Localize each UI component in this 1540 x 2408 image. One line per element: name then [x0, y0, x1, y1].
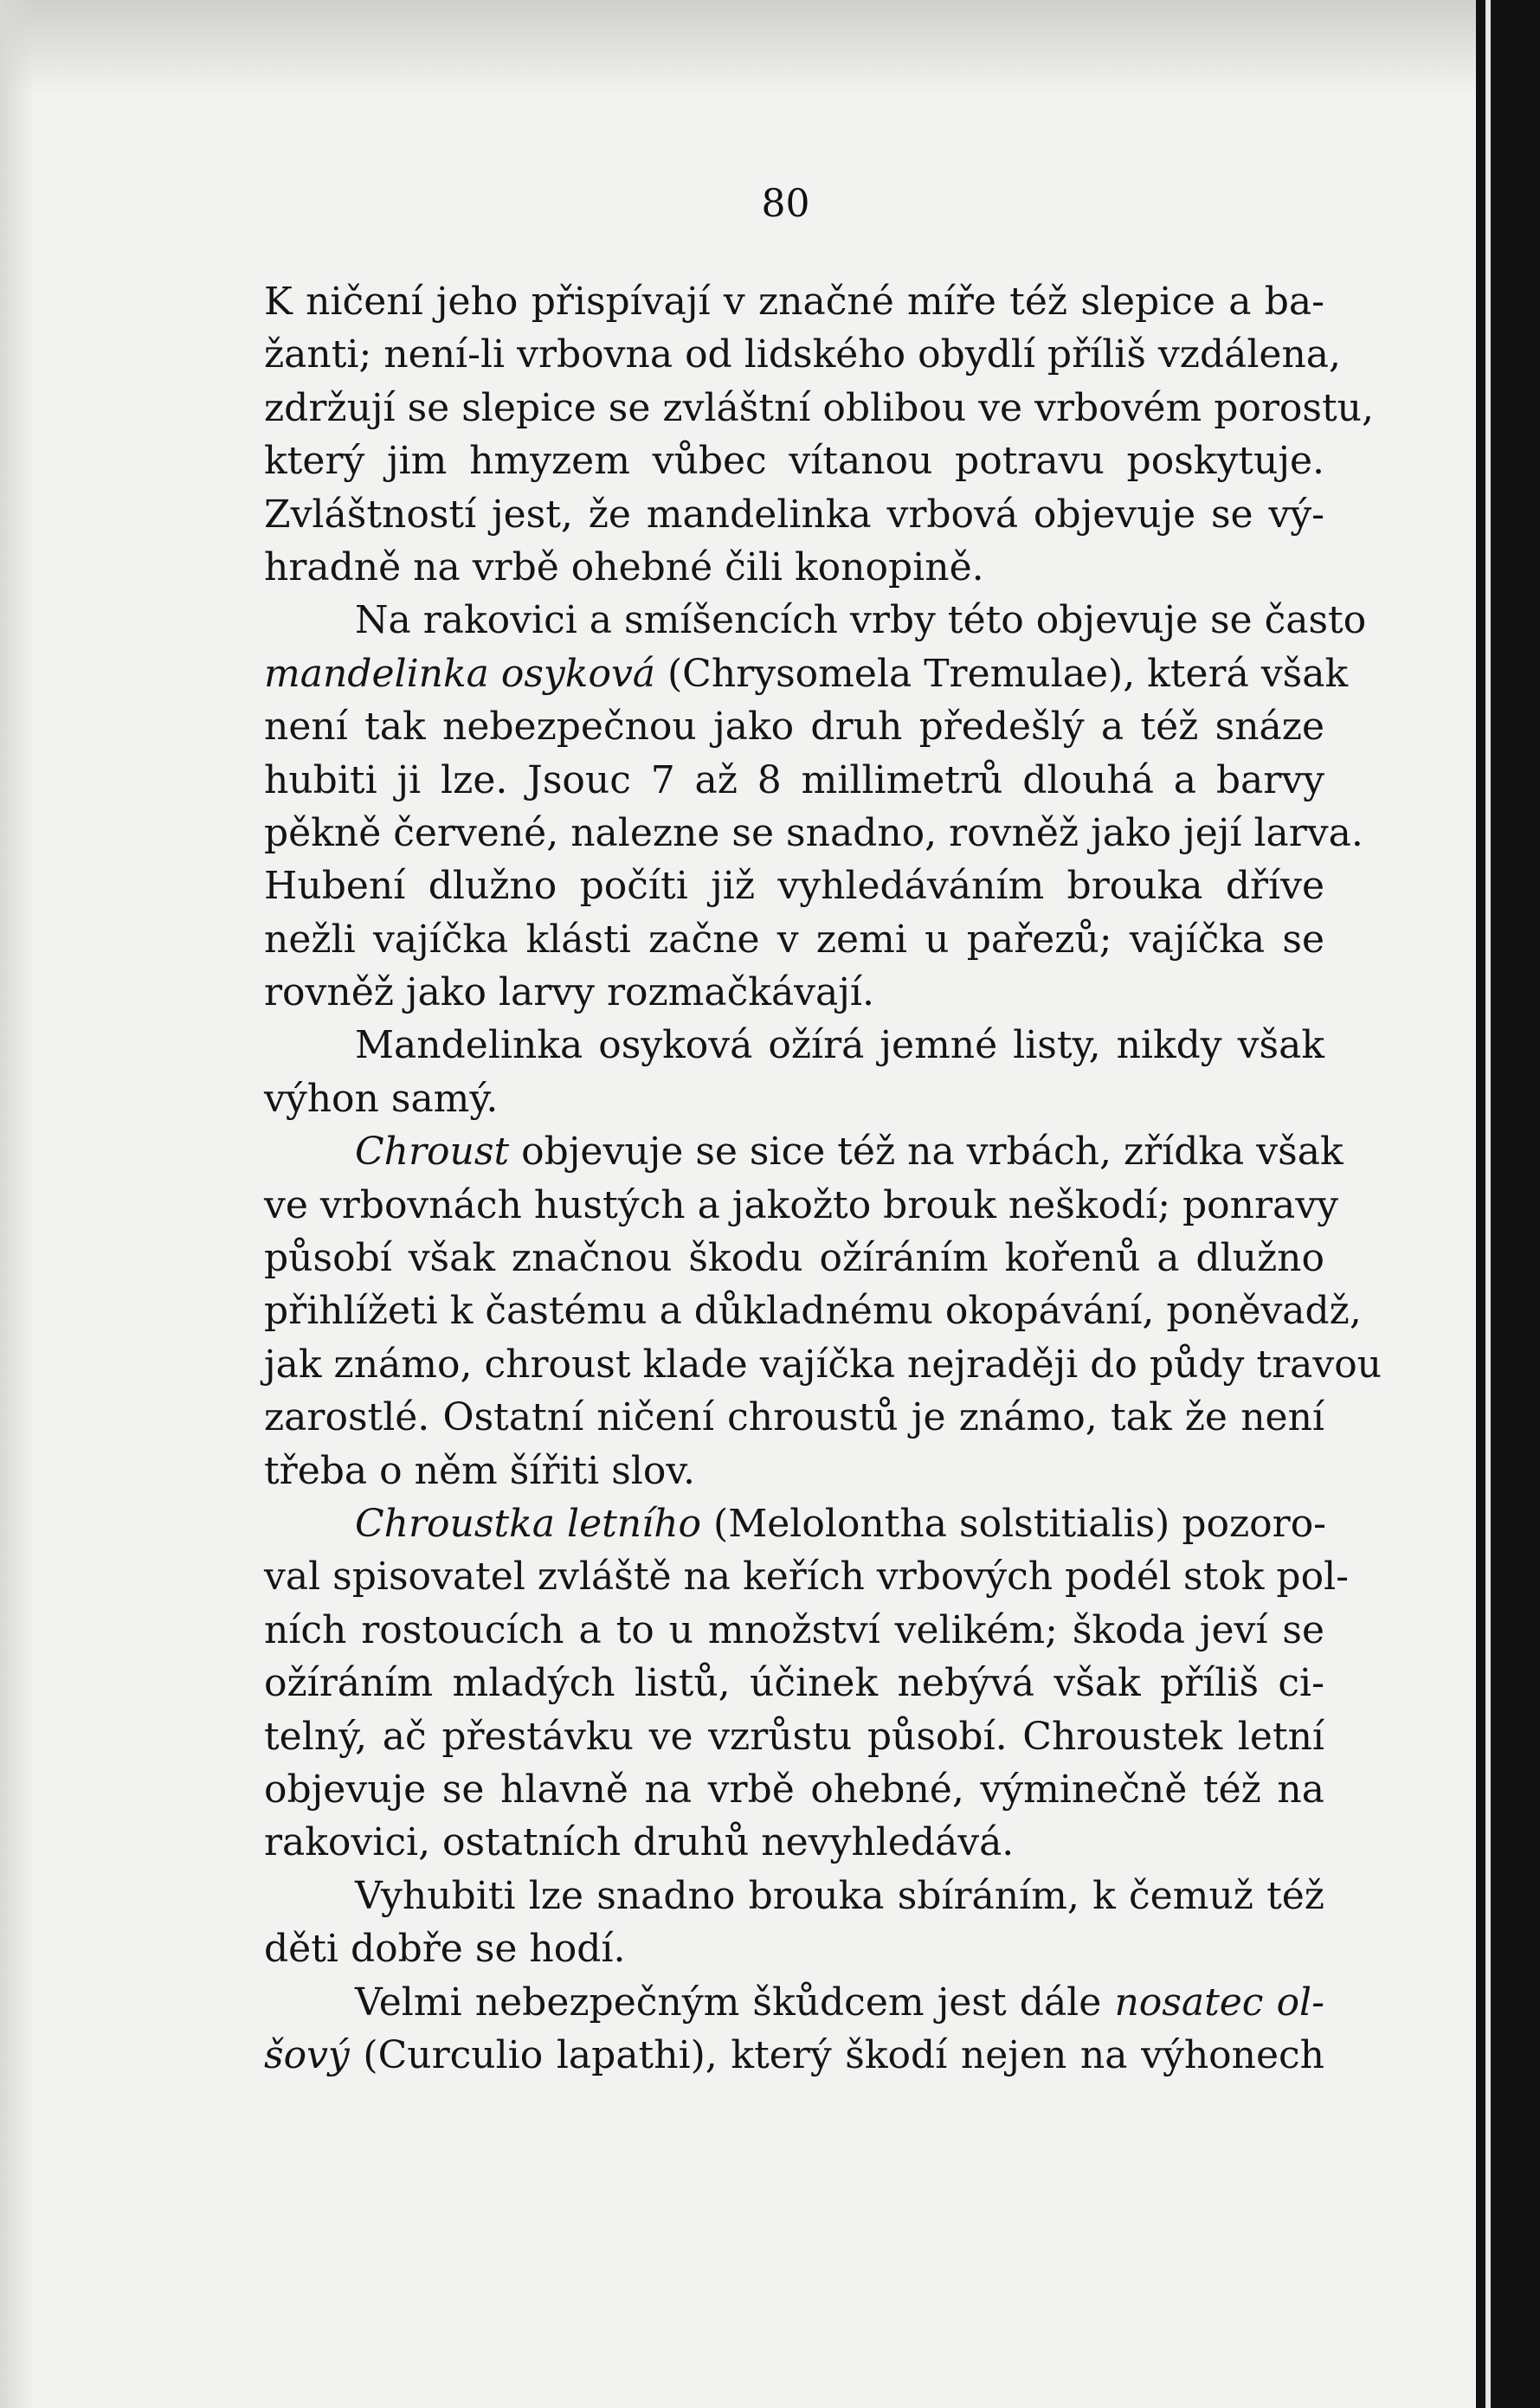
text-run: (Chrysomela Tremulae), která však [655, 651, 1349, 696]
text-line [264, 435, 1324, 487]
italic-term: mandelinka osyková [264, 651, 656, 696]
text-run: Velmi nebezpečným škůdcem jest dále [355, 1980, 1115, 2025]
text-line [264, 1763, 1324, 1816]
text-run: ve vrbovnách hustých a jakožto brouk neškodí; ponravy [264, 1182, 1338, 1227]
text-line [264, 647, 1349, 700]
text-run: třeba o něm šířiti slov. [264, 1448, 695, 1493]
text-line [264, 1391, 1324, 1444]
text-line [264, 1922, 1324, 1975]
text-run: rakovici, ostatních druhů nevyhledává. [264, 1820, 1015, 1865]
text-run: (Melolontha solstitialis) pozoro- [701, 1501, 1327, 1546]
text-run: zdržují se slepice se zvláštní oblibou ve vrbovém porostu, [264, 385, 1374, 430]
page-number: 80 [761, 182, 810, 226]
text-run: hubiti ji lze. Jsouc 7 až 8 millimetrů dlouhá a barvy [264, 757, 1324, 802]
text-run: nežli vajíčka klásti začne v zemi u pařezů; vajíčka se [264, 917, 1324, 962]
text-line [264, 1816, 1324, 1869]
text-line [264, 860, 1324, 912]
text-line [264, 1072, 1324, 1125]
text-line [264, 1550, 1350, 1603]
italic-term: nosatec ol- [1114, 1980, 1325, 2025]
text-line [264, 328, 1342, 381]
text-run: působí však značnou škodu ožíráním kořenů a dlužno [264, 1236, 1324, 1281]
text-run: (Curculio lapathi), který škodí nejen na výhonech [349, 2032, 1324, 2077]
body-text [264, 275, 1382, 2082]
text-line [264, 754, 1324, 807]
text-line [264, 1232, 1324, 1284]
italic-term: Chroustka letního [355, 1501, 702, 1546]
text-line [264, 594, 1367, 647]
scan-shadow-top [0, 0, 1476, 95]
text-line [264, 1125, 1343, 1178]
text-line [264, 1497, 1327, 1550]
text-run: jak známo, chroust klade vajíčka nejraději do půdy travou [264, 1342, 1382, 1387]
text-line [264, 275, 1324, 328]
text-run: objevuje se hlavně na vrbě ohebné, výminečně též na [264, 1767, 1324, 1812]
text-line [264, 700, 1324, 753]
text-line [264, 807, 1363, 860]
text-run: žanti; není-li vrbovna od lidského obydlí příliš vzdálena, [264, 332, 1342, 377]
text-line [264, 966, 1324, 1019]
text-run: telný, ač přestávku ve vzrůstu působí. Chroustek letní [264, 1714, 1324, 1759]
text-line [264, 1710, 1324, 1763]
text-run: zarostlé. Ostatní ničení chroustů je známo, tak že není [264, 1395, 1324, 1440]
text-run: val spisovatel zvláště na keřích vrbových podél stok pol- [264, 1555, 1350, 1600]
scan-shadow-left [0, 0, 35, 2408]
text-run: ožíráním mladých listů, účinek nebývá však příliš ci- [264, 1661, 1324, 1706]
text-line [264, 382, 1374, 435]
text-line [264, 1604, 1324, 1657]
text-line [264, 1338, 1382, 1391]
text-run: Zvláštností jest, že mandelinka vrbová objevuje se vý- [264, 492, 1324, 537]
text-run: Mandelinka osyková ožírá jemné listy, nikdy však [355, 1023, 1324, 1068]
text-run: objevuje se sice též na vrbách, zřídka však [509, 1130, 1343, 1175]
text-run: pěkně červené, nalezne se snadno, rovněž jako její larva. [264, 810, 1363, 855]
text-run: rovněž jako larvy rozmačkávají. [264, 970, 874, 1015]
text-run: výhon samý. [264, 1076, 499, 1121]
text-line [264, 2029, 1324, 2082]
text-run: hradně na vrbě ohebné čili konopině. [264, 544, 984, 589]
text-run: ních rostoucích a to u množství velikém; škoda jeví se [264, 1607, 1324, 1652]
text-line [264, 913, 1324, 966]
page-edge [1485, 0, 1491, 2408]
text-run: K ničení jeho přispívají v značné míře též slepice a ba- [264, 280, 1324, 324]
text-run: Vyhubiti lze snadno brouka sbíráním, k čemuž též [355, 1873, 1324, 1918]
text-run: Na rakovici a smíšencích vrby této objevuje se často [355, 598, 1367, 643]
text-line [264, 1284, 1362, 1337]
text-line [264, 1976, 1324, 2029]
text-line [264, 1870, 1324, 1922]
text-line [264, 488, 1324, 541]
text-line [264, 1657, 1324, 1709]
text-run: který jim hmyzem vůbec vítanou potravu poskytuje. [264, 439, 1324, 484]
italic-term: šový [264, 2032, 350, 2077]
italic-term: Chroust [355, 1130, 510, 1175]
text-line [264, 1019, 1324, 1072]
text-line [264, 1445, 1324, 1497]
text-line [264, 1179, 1338, 1232]
text-line [264, 541, 1324, 594]
text-run: děti dobře se hodí. [264, 1927, 626, 1972]
text-run: není tak nebezpečnou jako druh předešlý a též snáze [264, 705, 1324, 750]
text-run: přihlížeti k častému a důkladnému okopávání, poněvadž, [264, 1289, 1362, 1334]
text-run: Hubení dlužno počíti již vyhledáváním brouka dříve [264, 864, 1324, 909]
